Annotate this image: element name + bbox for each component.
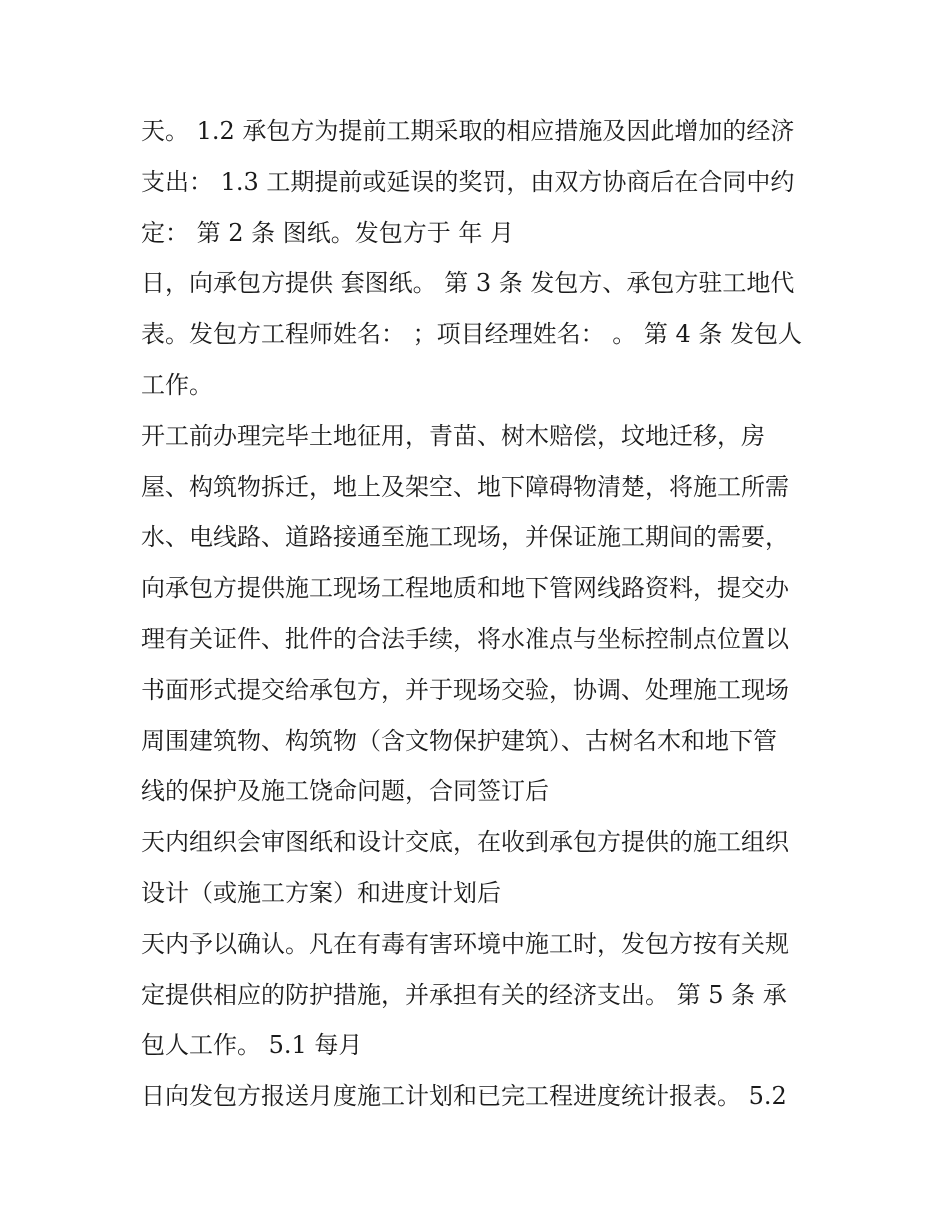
text-line: 工作。 xyxy=(141,370,213,399)
text-line: 支出： 1.3 工期提前或延误的奖罚，由双方协商后在合同中约 xyxy=(141,167,795,196)
text-line: 屋、构筑物拆迁，地上及架空、地下障碍物清楚，将施工所需 xyxy=(141,472,789,501)
text-line: 定： 第 2 条 图纸。发包方于 年 月 xyxy=(141,218,515,247)
text-line: 书面形式提交给承包方，并于现场交验，协调、处理施工现场 xyxy=(141,675,789,704)
text-line: 日向发包方报送月度施工计划和已完工程进度统计报表。 5.2 xyxy=(141,1082,787,1111)
text-line: 理有关证件、批件的合法手续，将水准点与坐标控制点位置以 xyxy=(141,624,789,653)
text-line: 天内予以确认。凡在有毒有害环境中施工时，发包方按有关规 xyxy=(141,929,789,958)
document-body xyxy=(141,106,821,1122)
text-line: 开工前办理完毕土地征用，青苗、树木赔偿，坟地迁移，房 xyxy=(141,421,765,450)
text-line: 设计（或施工方案）和进度计划后 xyxy=(141,878,501,907)
text-line: 天内组织会审图纸和设计交底，在收到承包方提供的施工组织 xyxy=(141,828,789,857)
text-line: 定提供相应的防护措施，并承担有关的经济支出。 第 5 条 承 xyxy=(141,980,787,1009)
text-line: 表。发包方工程师姓名： ；项目经理姓名： 。 第 4 条 发包人 xyxy=(141,320,803,349)
text-line: 包人工作。 5.1 每月 xyxy=(141,1031,363,1060)
text-line: 线的保护及施工饶命问题，合同签订后 xyxy=(141,777,549,806)
text-line: 日，向承包方提供 套图纸。 第 3 条 发包方、承包方驻工地代 xyxy=(141,269,795,298)
text-line: 天。 1.2 承包方为提前工期采取的相应措施及因此增加的经济 xyxy=(141,117,795,145)
text-line: 周围建筑物、构筑物（含文物保护建筑）、古树名木和地下管 xyxy=(141,726,777,755)
text-line: 水、电线路、道路接通至施工现场，并保证施工期间的需要， xyxy=(141,523,789,552)
text-line: 向承包方提供施工现场工程地质和地下管网线路资料，提交办 xyxy=(141,574,789,603)
